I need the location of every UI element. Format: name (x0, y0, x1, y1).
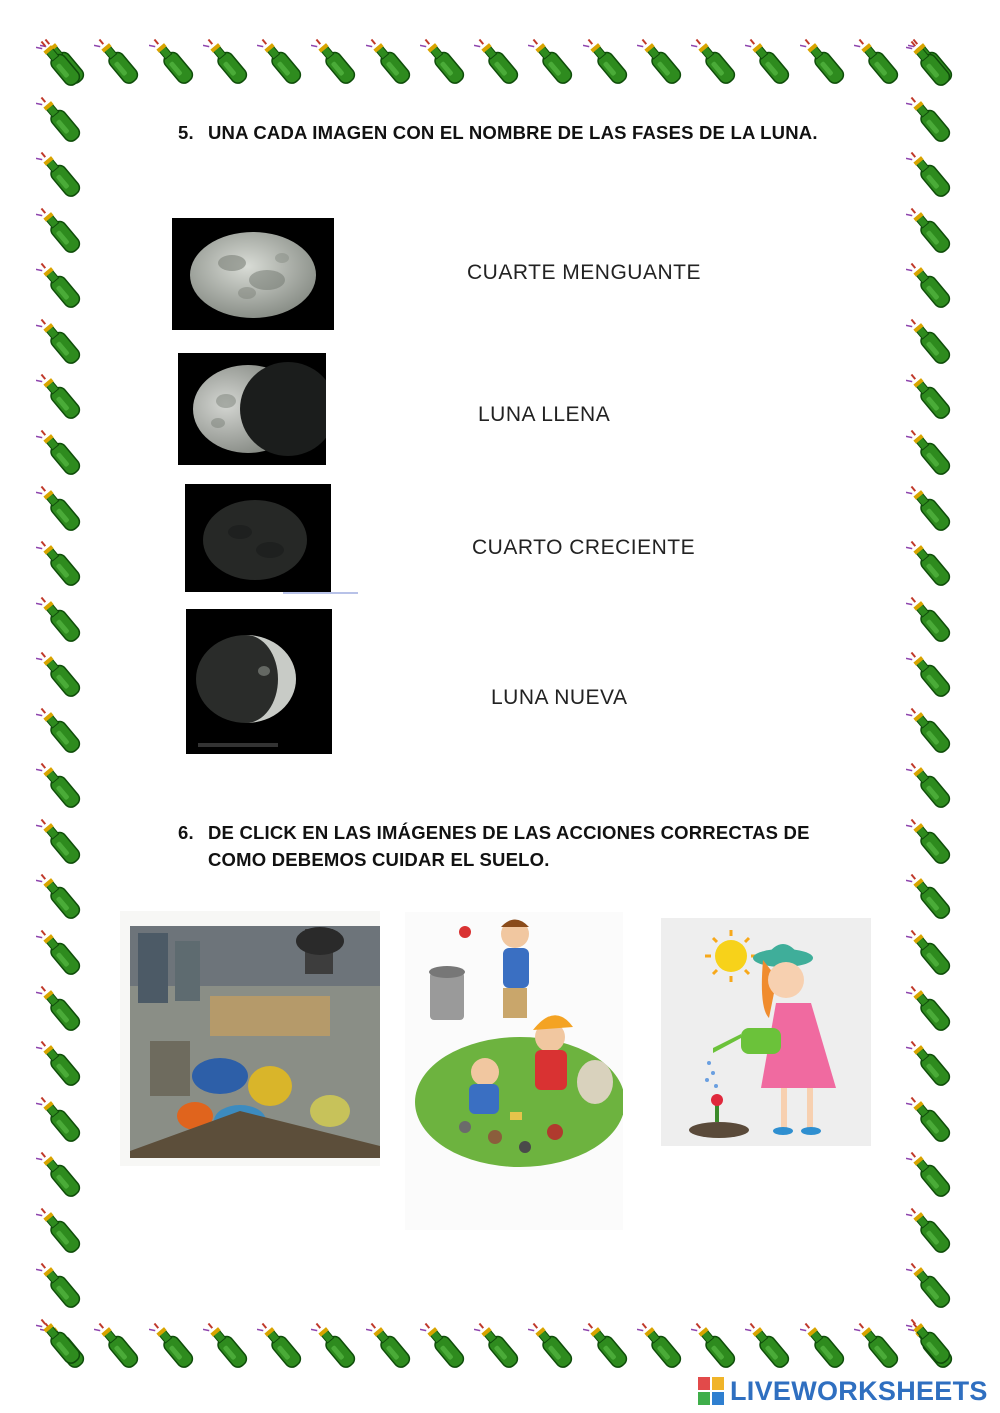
bottle-icon (36, 818, 88, 870)
full-moon-image[interactable] (172, 218, 334, 330)
girl-watering-flower-image[interactable] (661, 918, 871, 1146)
question-number: 6. (178, 822, 194, 843)
bottle-icon (36, 429, 88, 481)
bottle-icon (36, 151, 88, 203)
bottle-icon (366, 1322, 418, 1374)
left-border (36, 40, 92, 1370)
question-6 (178, 819, 858, 873)
bottle-icon (36, 1207, 88, 1259)
bottle-icon (583, 38, 635, 90)
bottle-icon (36, 96, 88, 148)
bottle-icon (906, 1207, 958, 1259)
bottle-icon (257, 38, 309, 90)
polluted-city-image[interactable] (120, 911, 380, 1166)
question-text-line2: COMO DEBEMOS CUIDAR EL SUELO. (208, 849, 550, 870)
bottle-icon (36, 873, 88, 925)
bottle-icon (36, 40, 88, 92)
bottle-icon (906, 596, 958, 648)
girl-watering-flower-icon (661, 918, 871, 1146)
kids-picking-trash-icon (405, 912, 623, 1230)
bottle-icon (203, 1322, 255, 1374)
new-moon-image[interactable] (185, 484, 331, 592)
bottle-icon (36, 485, 88, 537)
bottle-icon (906, 151, 958, 203)
bottle-icon (906, 762, 958, 814)
bottle-icon (906, 873, 958, 925)
bottle-icon (528, 38, 580, 90)
right-border (906, 40, 962, 1370)
bottle-icon (36, 540, 88, 592)
question-text: UNA CADA IMAGEN CON EL NOMBRE DE LAS FASES DE LA LUNA. (208, 122, 818, 143)
bottle-icon (420, 38, 472, 90)
phase-label[interactable]: LUNA NUEVA (491, 686, 628, 709)
bottle-icon (906, 485, 958, 537)
bottle-icon (745, 1322, 797, 1374)
bottle-icon (906, 207, 958, 259)
bottle-icon (36, 207, 88, 259)
bottle-icon (203, 38, 255, 90)
bottle-icon (691, 1322, 743, 1374)
question-text-line1: DE CLICK EN LAS IMÁGENES DE LAS ACCIONES CORRECTAS DE (208, 822, 810, 843)
bottle-icon (854, 38, 906, 90)
bottle-icon (36, 651, 88, 703)
bottle-icon (257, 1322, 309, 1374)
bottle-icon (906, 429, 958, 481)
bottle-icon (583, 1322, 635, 1374)
phase-label[interactable]: CUARTO CRECIENTE (472, 536, 696, 559)
bottle-icon (906, 373, 958, 425)
bottle-icon (36, 985, 88, 1037)
bottle-icon (691, 38, 743, 90)
bottle-icon (36, 1096, 88, 1148)
bottle-icon (906, 1040, 958, 1092)
question-5 (178, 119, 818, 146)
bottle-icon (366, 38, 418, 90)
bottom-border (40, 1322, 960, 1378)
bottle-icon (906, 1096, 958, 1148)
phase-label[interactable]: CUARTE MENGUANTE (467, 261, 701, 284)
bottle-icon (36, 318, 88, 370)
bottle-icon (637, 38, 689, 90)
bottle-icon (906, 651, 958, 703)
bottle-icon (36, 262, 88, 314)
bottle-icon (637, 1322, 689, 1374)
bottle-icon (149, 1322, 201, 1374)
bottle-icon (420, 1322, 472, 1374)
bottle-icon (36, 1040, 88, 1092)
waxing-crescent-icon (186, 609, 332, 754)
full-moon-icon (172, 218, 334, 330)
bottle-icon (149, 38, 201, 90)
top-border (40, 38, 960, 94)
bottle-icon (94, 1322, 146, 1374)
waning-moon-image[interactable] (178, 353, 326, 465)
bottle-icon (906, 818, 958, 870)
bottle-icon (906, 1318, 958, 1370)
bottle-icon (906, 318, 958, 370)
bottle-icon (906, 1262, 958, 1314)
bottle-icon (36, 596, 88, 648)
waxing-crescent-image[interactable] (186, 609, 332, 754)
bottle-icon (745, 38, 797, 90)
bottle-icon (94, 38, 146, 90)
bottle-icon (36, 707, 88, 759)
bottle-icon (36, 1151, 88, 1203)
bottle-icon (800, 1322, 852, 1374)
bottle-icon (311, 1322, 363, 1374)
bottle-icon (800, 38, 852, 90)
bottle-icon (906, 540, 958, 592)
bottle-icon (474, 1322, 526, 1374)
bottle-icon (906, 96, 958, 148)
phase-label[interactable]: LUNA LLENA (478, 403, 611, 426)
bottle-icon (906, 262, 958, 314)
kids-picking-trash-image[interactable] (405, 912, 623, 1230)
bottle-icon (36, 1262, 88, 1314)
bottle-icon (36, 929, 88, 981)
waning-moon-icon (178, 353, 326, 465)
bottle-icon (36, 762, 88, 814)
footer-brand[interactable] (698, 1376, 988, 1407)
bottle-icon (311, 38, 363, 90)
brand-text: LIVEWORKSHEETS (730, 1376, 988, 1406)
bottle-icon (528, 1322, 580, 1374)
divider (283, 592, 358, 594)
new-moon-icon (185, 484, 331, 592)
bottle-icon (906, 929, 958, 981)
bottle-icon (36, 1318, 88, 1370)
bottle-icon (906, 707, 958, 759)
bottle-icon (36, 373, 88, 425)
liveworksheets-logo-icon (698, 1377, 726, 1407)
bottle-icon (854, 1322, 906, 1374)
question-number: 5. (178, 122, 194, 143)
bottle-icon (474, 38, 526, 90)
bottle-icon (906, 985, 958, 1037)
polluted-city-icon (120, 911, 380, 1166)
bottle-icon (906, 40, 958, 92)
bottle-icon (906, 1151, 958, 1203)
